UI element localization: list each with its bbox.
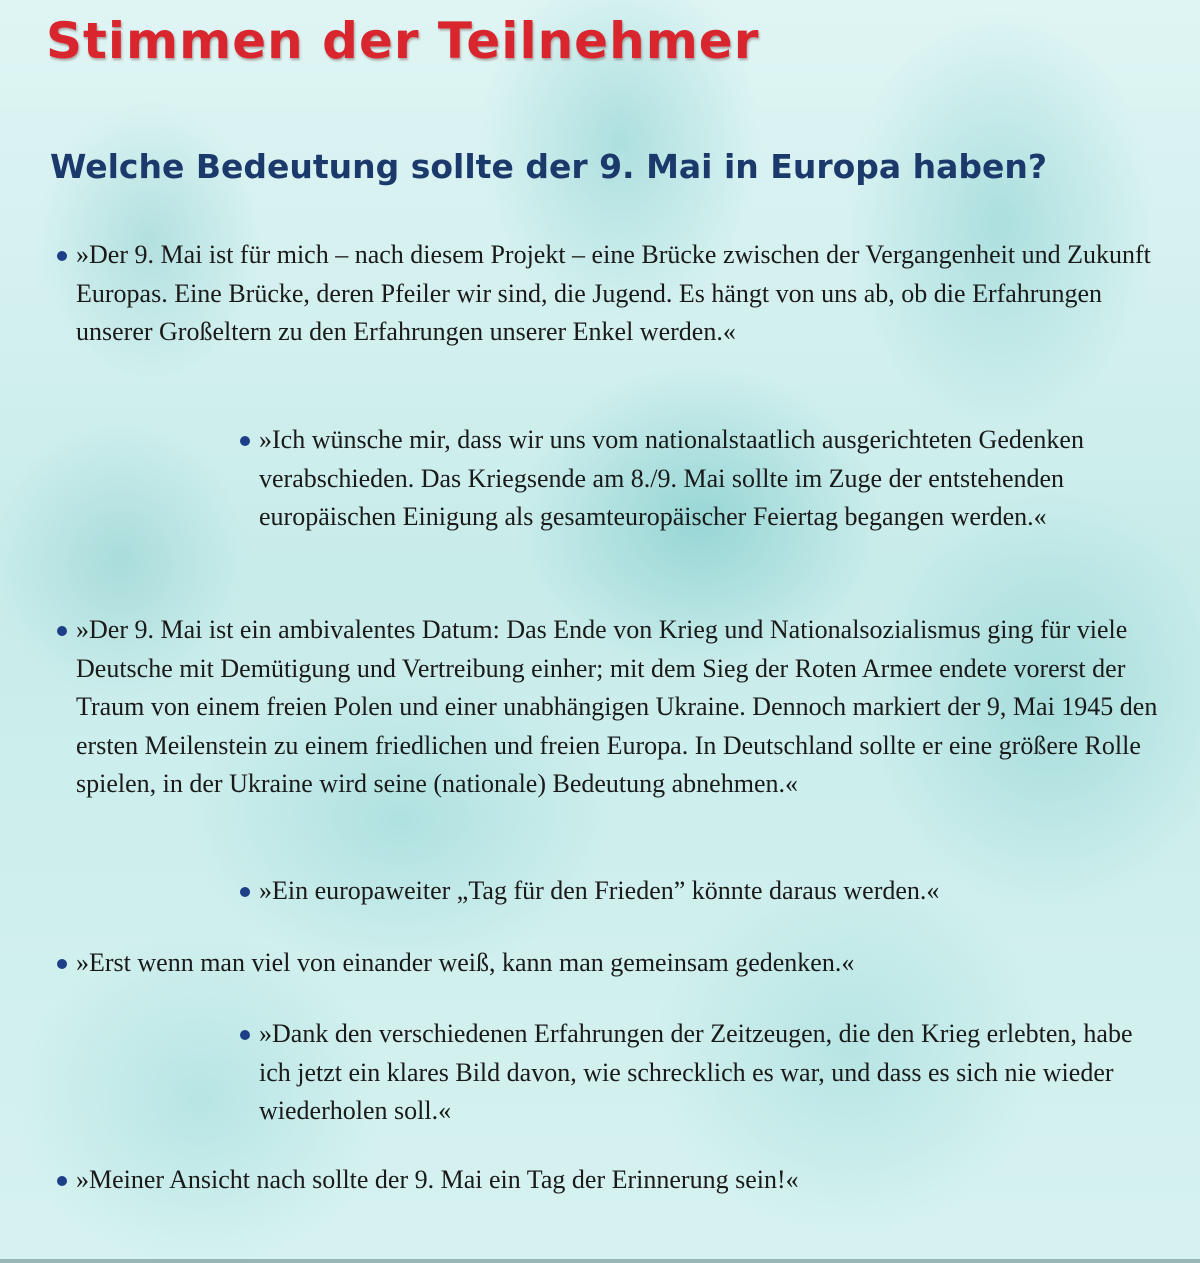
bullet-dot-icon <box>240 436 250 446</box>
quote-2: »Ich wünsche mir, dass wir uns vom nationalstaatlich ausgerichteten Gedenken verabschieden. Das Kriegsende am 8./9. Mai sollte im Zuge der entstehenden europäischen Einigung als gesamteuropäischer Feiertag begangen werden.« <box>259 425 1084 531</box>
quote-6: »Dank den verschiedenen Erfahrungen der Zeitzeugen, die den Krieg erlebten, habe ich jetzt ein klares Bild davon, wie schrecklich es war, und dass es sich nie wieder wiederholen soll.« <box>259 1019 1133 1125</box>
bullet-dot-icon <box>57 1176 67 1186</box>
quote-1: »Der 9. Mai ist für mich – nach diesem Projekt – eine Brücke zwischen der Vergangenheit und Zukunft Europas. Eine Brücke, deren Pfeiler wir sind, die Jugend. Es hängt von uns ab, ob die Erfahrungen unserer Großeltern zu den Erfahrungen unserer Enkel werden.« <box>76 240 1151 346</box>
section-heading: Welche Bedeutung sollte der 9. Mai in Europa haben? <box>50 147 1048 186</box>
bullet-dot-icon <box>57 626 67 636</box>
quote-7: »Meiner Ansicht nach sollte der 9. Mai ein Tag der Erinnerung sein!« <box>76 1165 799 1194</box>
bullet-dot-icon <box>57 251 67 261</box>
bullet-dot-icon <box>240 887 250 897</box>
quote-4: »Ein europaweiter „Tag für den Frieden” könnte daraus werden.« <box>259 876 940 905</box>
bullet-dot-icon <box>57 959 67 969</box>
bullet-dot-icon <box>240 1030 250 1040</box>
page-edge-divider <box>0 1259 1200 1263</box>
quote-5: »Erst wenn man viel von einander weiß, kann man gemeinsam gedenken.« <box>76 948 855 977</box>
quote-3: »Der 9. Mai ist ein ambivalentes Datum: Das Ende von Krieg und Nationalsozialismus ging für viele Deutsche mit Demütigung und Vertreibung einher; mit dem Sieg der Roten Armee endete vorerst der Traum von einem freien Polen und einer unabhängigen Ukraine. Dennoch markiert der 9, Mai 1945 den ersten Meilenstein zu einem friedlichen und freien Europa. In Deutschland sollte er eine größere Rolle spielen, in der Ukraine wird seine (nationale) Bedeutung abnehmen.« <box>76 615 1158 798</box>
page-title: Stimmen der Teilnehmer <box>46 12 760 70</box>
